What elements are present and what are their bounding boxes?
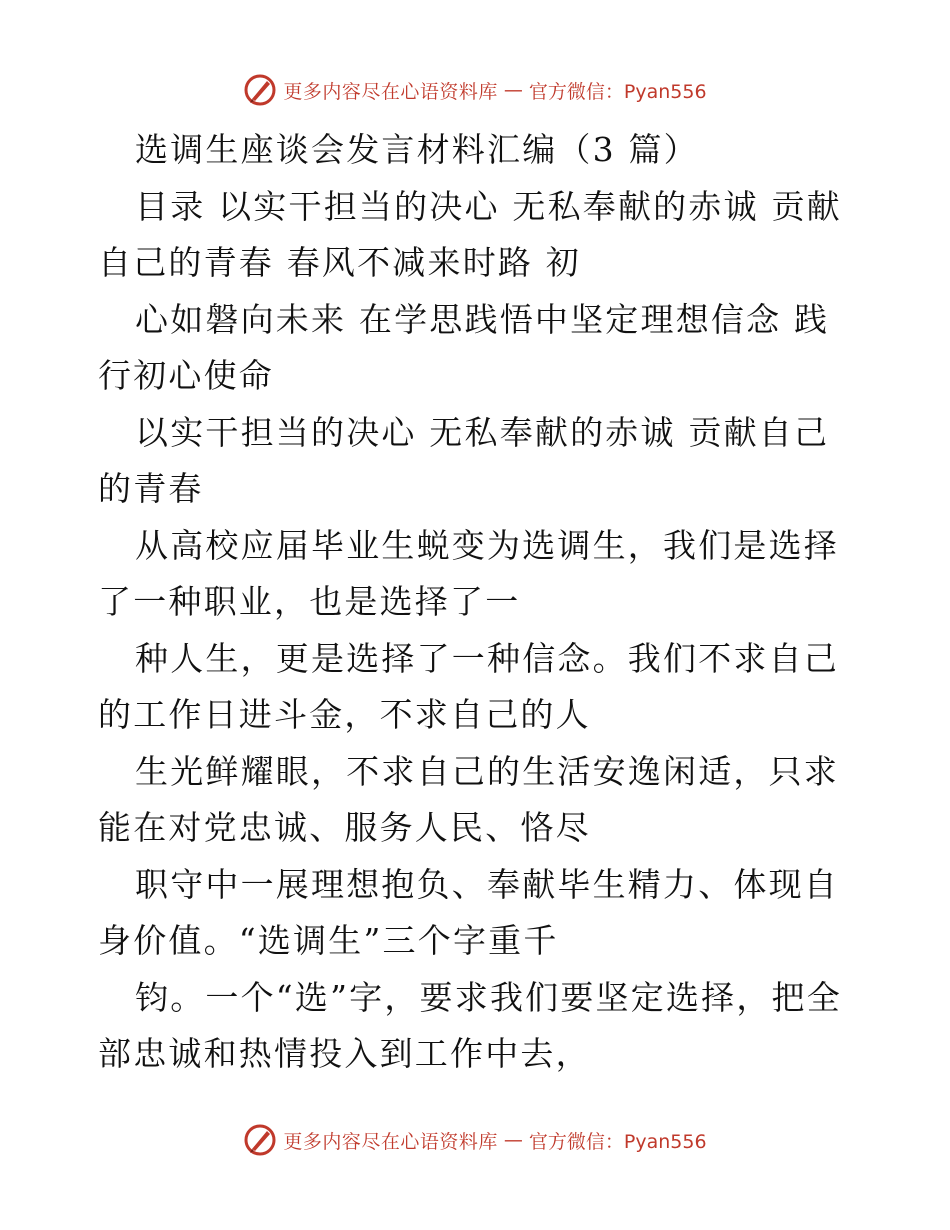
table-of-contents-line-2: 心如磐向未来 在学思践悟中坚定理想信念 践行初心使命: [98, 299, 830, 395]
header-banner-dash: —: [503, 79, 523, 101]
footer-banner-wechat: 官方微信：Pyan556: [528, 1130, 707, 1153]
footer-banner: [0, 1120, 950, 1160]
footer-banner-dash: —: [503, 1129, 523, 1151]
footer-banner-text: 更多内容尽在心语资料库: [283, 1130, 498, 1153]
quill-logo-icon: [243, 73, 277, 107]
document-body: [98, 122, 853, 1083]
quill-logo-icon: [243, 1123, 277, 1157]
header-banner-wechat: 官方微信：Pyan556: [528, 80, 707, 103]
body-paragraph: 职守中一展理想抱负、奉献毕生精力、体现自身价值。“选调生”三个字重千: [98, 864, 839, 960]
body-paragraph: 种人生，更是选择了一种信念。我们不求自己的工作日进斗金，不求自己的人: [98, 638, 839, 734]
body-paragraph: 从高校应届毕业生蜕变为选调生，我们是选择了一种职业，也是选择了一: [98, 525, 839, 621]
header-banner-text: 更多内容尽在心语资料库: [283, 80, 498, 103]
header-banner: [0, 70, 950, 110]
body-paragraph: 生光鲜耀眼，不求自己的生活安逸闲适，只求能在对党忠诚、服务人民、恪尽: [98, 751, 839, 847]
document-title: 选调生座谈会发言材料汇编（3 篇）: [135, 130, 699, 169]
table-of-contents-line-1: 目录 以实干担当的决心 无私奉献的赤诚 贡献自己的青春 春风不减来时路 初: [98, 186, 842, 282]
body-paragraph: 钧。一个“选”字，要求我们要坚定选择，把全部忠诚和热情投入到工作中去，: [98, 977, 842, 1073]
section-heading: 以实干担当的决心 无私奉献的赤诚 贡献自己的青春: [98, 412, 830, 508]
